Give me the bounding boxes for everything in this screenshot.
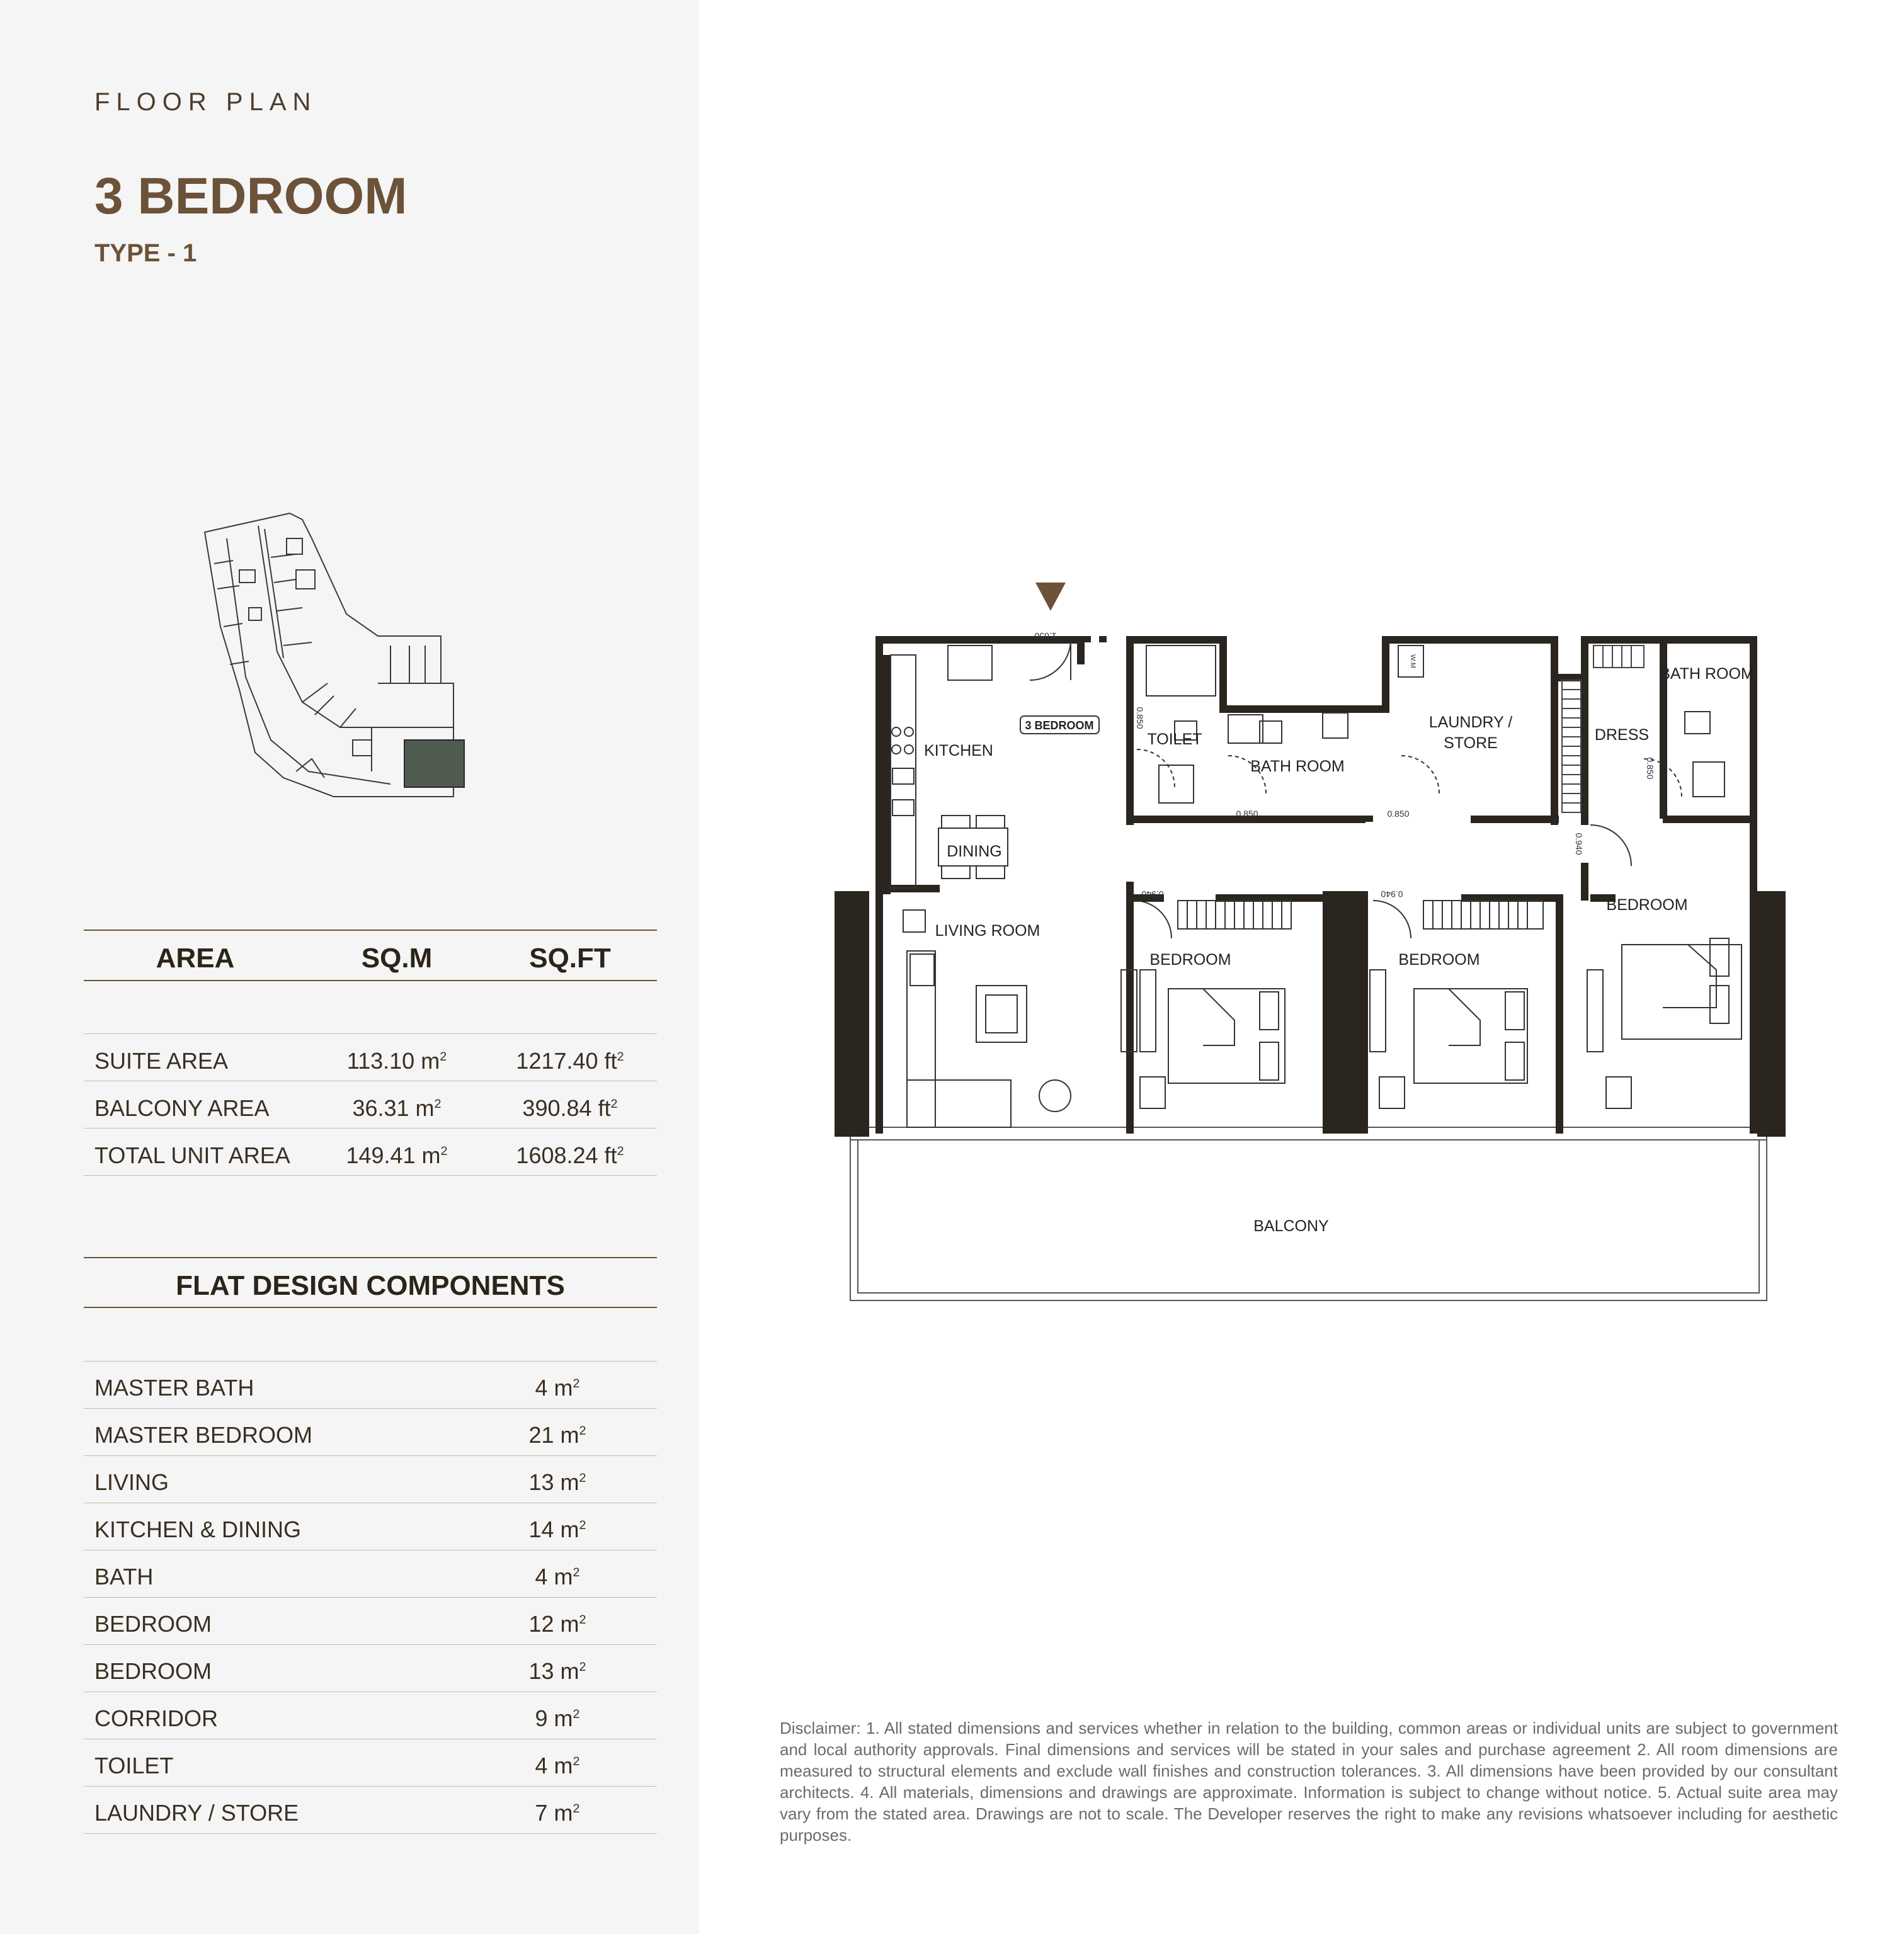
- room-label-bedroom-2: BEDROOM: [1398, 951, 1480, 969]
- table-divider: [84, 1175, 657, 1176]
- component-value: 14 $m^2$: [528, 1516, 586, 1542]
- dim-master-bath-door: 0.850: [1645, 757, 1655, 780]
- component-label: MASTER BEDROOM: [94, 1422, 313, 1448]
- header-sqft: SQ.FT: [529, 943, 611, 974]
- page-eyebrow: FLOOR PLAN: [94, 88, 317, 116]
- component-label: KITCHEN & DINING: [94, 1516, 302, 1542]
- table-divider: [84, 1455, 657, 1456]
- room-label-store: STORE: [1444, 734, 1498, 752]
- component-label: BEDROOM: [94, 1658, 212, 1684]
- dim-bed2-door: 0.940: [1381, 889, 1403, 899]
- component-value: 4 $m^2$: [535, 1564, 580, 1590]
- dim-bath-door: 0.850: [1236, 809, 1258, 819]
- table-divider: [84, 1361, 657, 1362]
- room-label-bath: BATH ROOM: [1250, 758, 1345, 775]
- area-row-sqft: 1217.40 $ft^2$: [516, 1048, 624, 1074]
- component-label: LIVING: [94, 1469, 169, 1495]
- header-sqm: SQ.M: [361, 943, 433, 974]
- table-divider: [84, 980, 657, 981]
- component-value: 21 $m^2$: [528, 1422, 586, 1448]
- dim-toilet-door: 0.850: [1135, 707, 1145, 729]
- header-area: AREA: [156, 943, 235, 974]
- room-label-bedroom-1: BEDROOM: [1149, 951, 1231, 969]
- table-divider: [84, 1307, 657, 1308]
- room-label-dress: DRESS: [1594, 726, 1650, 744]
- table-divider: [84, 1033, 657, 1034]
- area-row-sqm: 36.31 $m^2$: [352, 1095, 442, 1121]
- component-value: 13 $m^2$: [528, 1469, 586, 1495]
- component-label: TOILET: [94, 1753, 174, 1778]
- table-divider: [84, 1257, 657, 1258]
- room-label-master-bath: BATH ROOM: [1660, 665, 1754, 683]
- component-label: BATH: [94, 1564, 154, 1590]
- component-label: LAUNDRY / STORE: [94, 1800, 299, 1826]
- component-value: 12 $m^2$: [528, 1611, 586, 1637]
- entrance-arrow-icon: [1035, 583, 1066, 611]
- component-value: 4 $m^2$: [535, 1753, 580, 1778]
- table-divider: [84, 1597, 657, 1598]
- unit-highlight: [404, 740, 464, 787]
- component-value: 13 $m^2$: [528, 1658, 586, 1684]
- washing-machine-label: W.M: [1409, 654, 1417, 668]
- area-row-label: TOTAL UNIT AREA: [94, 1142, 290, 1168]
- building-key-plan: [202, 501, 504, 816]
- dim-bed1-door: 0.940: [1141, 889, 1164, 899]
- component-value: 7 $m^2$: [535, 1800, 580, 1826]
- unit-tag-label: 3 BEDROOM: [1025, 719, 1094, 732]
- table-divider: [84, 1644, 657, 1645]
- walls: [835, 636, 1786, 1137]
- table-divider: [84, 1786, 657, 1787]
- dim-entry: 1.050: [1034, 631, 1057, 641]
- balcony-outline: [850, 1127, 1767, 1300]
- component-value: 9 $m^2$: [535, 1705, 580, 1731]
- component-label: BEDROOM: [94, 1611, 212, 1637]
- room-label-bedroom-3: BEDROOM: [1606, 896, 1688, 914]
- component-value: 4 $m^2$: [535, 1375, 580, 1401]
- dim-corridor-door: 0.940: [1574, 833, 1584, 855]
- area-row-sqm: 149.41 $m^2$: [346, 1142, 448, 1168]
- area-row-label: BALCONY AREA: [94, 1095, 270, 1121]
- area-row-sqft: 1608.24 $ft^2$: [516, 1142, 624, 1168]
- room-label-balcony: BALCONY: [1253, 1217, 1329, 1235]
- floor-plan-drawing: [825, 567, 1808, 1323]
- room-label-dining: DINING: [947, 843, 1002, 860]
- area-row-sqm: 113.10 $m^2$: [346, 1048, 447, 1074]
- table-divider: [84, 930, 657, 931]
- table-divider: [84, 1833, 657, 1834]
- area-row-label: SUITE AREA: [94, 1048, 229, 1074]
- dim-laundry-door: 0.850: [1387, 809, 1410, 819]
- component-label: MASTER BATH: [94, 1375, 254, 1401]
- page-subtitle: TYPE - 1: [94, 239, 197, 267]
- room-label-laundry: LAUNDRY /: [1428, 714, 1513, 731]
- table-divider: [84, 1128, 657, 1129]
- area-row-sqft: 390.84 $ft^2$: [522, 1095, 618, 1121]
- room-label-toilet: TOILET: [1147, 731, 1202, 748]
- room-label-kitchen: KITCHEN: [924, 742, 993, 759]
- components-title: FLAT DESIGN COMPONENTS: [176, 1270, 565, 1301]
- room-label-living: LIVING ROOM: [935, 922, 1040, 940]
- table-divider: [84, 1408, 657, 1409]
- page-title: 3 BEDROOM: [94, 168, 408, 225]
- disclaimer-text: Disclaimer: 1. All stated dimensions and services whether in relation to the building, common areas or individual units are subject to government and local authority approvals. Final dimensions and services will be stated in your sales and purchase agreement 2. All room dimensions are measured to structural elements and exclude wall finishes and construction tolerances. 3. All dimensions have been provided by our consultant architects. 4. All materials, dimensions and drawings are approximate. Information is subject to change without notice. 5. Actual suite area may vary from the stated area. Drawings are not to scale. The Developer reserves the right to make any revisions whatsoever including for aesthetic purposes.: [780, 1719, 1838, 1845]
- component-label: CORRIDOR: [94, 1705, 218, 1731]
